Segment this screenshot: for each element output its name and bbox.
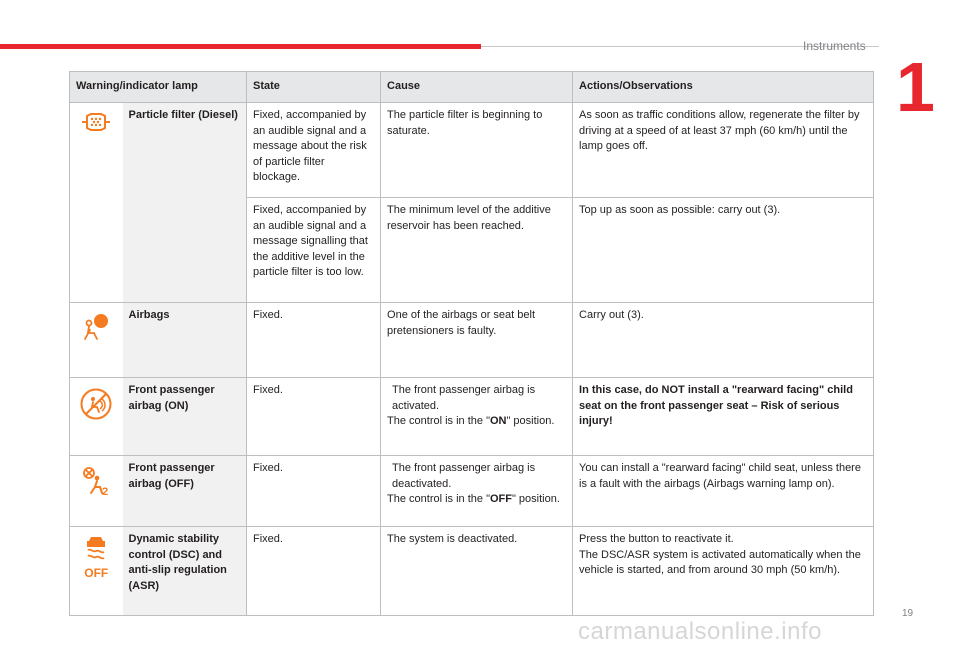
cause-cell: The particle filter is beginning to saturate. — [381, 103, 573, 198]
action-line: The DSC/ASR system is activated automatically when the vehicle is started, and from around 30 mph (50 km/h). — [579, 548, 861, 576]
table-header-row — [70, 72, 874, 103]
icon-cell — [70, 378, 123, 456]
cause-text: " position. — [506, 415, 555, 427]
airbag-icon — [81, 333, 111, 345]
dsc-off-label: OFF — [84, 565, 109, 580]
state-cell: Fixed. — [247, 527, 381, 616]
cause-text: " position. — [511, 493, 560, 505]
table-row — [70, 527, 874, 616]
lamp-name-passenger-airbag-off: Front passenger airbag (OFF) — [123, 456, 247, 527]
cause-text: The control is in the " — [387, 415, 490, 427]
warning-lamps-table — [69, 71, 874, 616]
header-lamp: Warning/indicator lamp — [70, 72, 247, 103]
lamp-name-airbags: Airbags — [123, 303, 247, 378]
cause-line — [387, 414, 566, 430]
cause-line — [387, 492, 566, 508]
svg-text:2: 2 — [102, 486, 109, 497]
cause-cell — [381, 456, 573, 527]
state-cell: Fixed, accompanied by an audible signal and a message about the risk of particle filter blockage. — [247, 103, 381, 198]
icon-cell — [70, 456, 123, 527]
icon-cell — [70, 103, 123, 303]
dsc-off-icon — [80, 551, 112, 563]
header-actions: Actions/Observations — [573, 72, 874, 103]
watermark: carmanualsonline.info — [578, 618, 822, 645]
section-title: Instruments — [803, 39, 866, 53]
passenger-airbag-off-icon — [81, 488, 111, 500]
icon-cell — [70, 303, 123, 378]
state-cell: Fixed. — [247, 456, 381, 527]
cause-line: The front passenger airbag is activated. — [392, 384, 536, 412]
cause-cell: The system is deactivated. — [381, 527, 573, 616]
warning-highlight: rearward facing — [737, 384, 819, 396]
cause-cell: One of the airbags or seat belt pretensioners is faulty. — [381, 303, 573, 378]
cause-cell — [381, 378, 573, 456]
action-cell — [573, 378, 874, 456]
state-cell: Fixed. — [247, 378, 381, 456]
control-position-value: ON — [489, 415, 507, 427]
cause-cell: The minimum level of the additive reservoir has been reached. — [381, 198, 573, 303]
table-row — [70, 456, 874, 527]
warning-text: In this case, do NOT install a " — [579, 384, 738, 396]
header-accent-bar — [0, 44, 481, 49]
action-line: Press the button to reactivate it. — [579, 533, 734, 545]
state-cell: Fixed, accompanied by an audible signal and a message signalling that the additive level in the particle filter is too low. — [247, 198, 381, 303]
action-cell: As soon as traffic conditions allow, regenerate the filter by driving at a speed of at least 37 mph (60 km/h) until the lamp goes off. — [573, 103, 874, 198]
lamp-name-dsc-asr: Dynamic stability control (DSC) and anti-slip regulation (ASR) — [123, 527, 247, 616]
table-row — [70, 378, 874, 456]
action-cell — [573, 527, 874, 616]
header-state: State — [247, 72, 381, 103]
page-number: 19 — [902, 608, 914, 619]
header-cause: Cause — [381, 72, 573, 103]
particle-filter-icon — [81, 123, 111, 135]
lamp-name-passenger-airbag-on: Front passenger airbag (ON) — [123, 378, 247, 456]
cause-line: The front passenger airbag is deactivated. — [392, 462, 536, 490]
action-cell: Carry out (3). — [573, 303, 874, 378]
action-cell: You can install a "rearward facing" child seat, unless there is a fault with the airbags (Airbags warning lamp on). — [573, 456, 874, 527]
icon-cell — [70, 527, 123, 616]
control-position-value: OFF — [489, 493, 512, 505]
lamp-name-particle-filter: Particle filter (Diesel) — [123, 103, 247, 303]
warning-text: " child seat on the front passenger seat – Risk of serious injury! — [579, 384, 853, 427]
table-row — [70, 303, 874, 378]
chapter-number: 1 — [896, 48, 935, 126]
cause-text: The control is in the " — [387, 493, 490, 505]
action-cell: Top up as soon as possible: carry out (3). — [573, 198, 874, 303]
table-row — [70, 103, 874, 198]
state-cell: Fixed. — [247, 303, 381, 378]
passenger-airbag-on-icon — [79, 412, 113, 424]
